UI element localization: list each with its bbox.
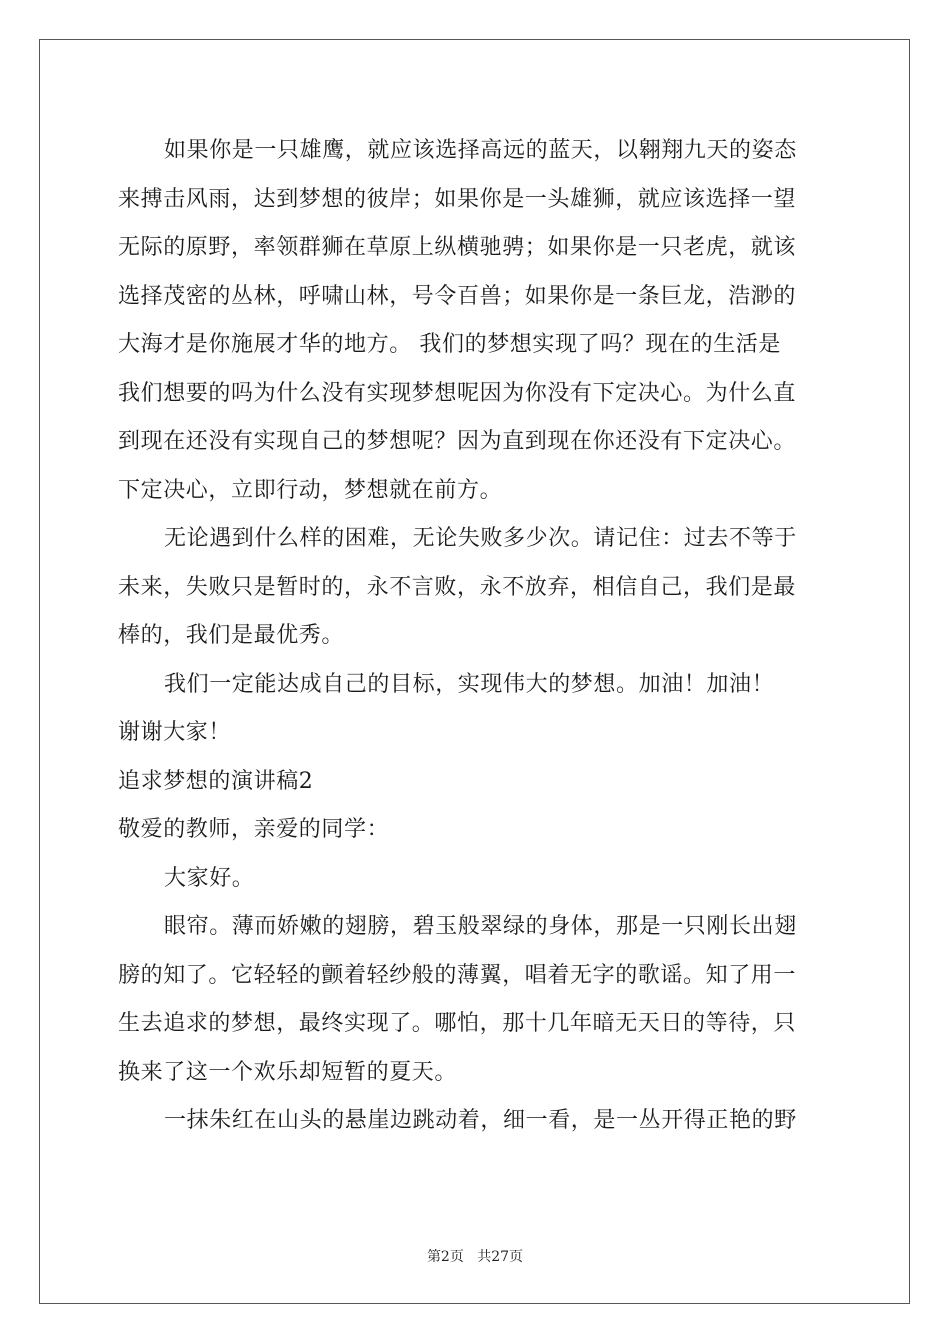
page-total: 共27页 — [477, 1249, 524, 1265]
text-line: 无际的原野，率领群狮在草原上纵横驰骋；如果你是一只老虎，就该 — [118, 235, 797, 260]
text-line: 到现在还没有实现自己的梦想呢？因为直到现在你还没有下定决心。 — [118, 429, 797, 454]
page-number: 第2页 — [426, 1249, 464, 1265]
greeting: 大家好。 — [164, 865, 255, 891]
text-line: 下定决心，立即行动，梦想就在前方。 — [118, 477, 503, 503]
text-line: 棒的，我们是最优秀。 — [118, 623, 345, 648]
text-line: 生去追求的梦想，最终实现了。哪怕，那十几年暗无天日的等待，只 — [118, 1011, 797, 1036]
text-line: 如果你是一只雄鹰，就应该选择高远的蓝天，以翱翔九天的姿态 — [164, 138, 797, 163]
text-line: 换来了这一个欢乐却短暂的夏天。 — [118, 1059, 458, 1085]
text-line: 无论遇到什么样的困难，无论失败多少次。请记住：过去不等于 — [164, 526, 797, 551]
page-footer — [0, 1246, 950, 1266]
text-line: 未来，失败只是暂时的，永不言败，永不放弃，相信自己，我们是最 — [118, 574, 797, 600]
text-line: 选择茂密的丛林，呼啸山林，号令百兽；如果你是一条巨龙，浩渺的 — [118, 283, 797, 309]
salutation: 敬爱的教师，亲爱的同学： — [118, 817, 390, 842]
section-title: 追求梦想的演讲稿2 — [118, 768, 314, 794]
text-line: 一抹朱红在山头的悬崖边跳动着，细一看，是一丛开得正艳的野 — [164, 1108, 797, 1133]
text-line: 谢谢大家！ — [118, 720, 232, 745]
text-line: 大海才是你施展才华的地方。 我们的梦想实现了吗？现在的生活是 — [118, 332, 781, 357]
text-line: 我们想要的吗为什么没有实现梦想呢因为你没有下定决心。为什么直 — [118, 380, 797, 406]
text-line: 眼帘。薄而娇嫩的翅膀，碧玉般翠绿的身体，那是一只刚长出翅 — [164, 914, 797, 939]
text-line: 膀的知了。它轻轻的颤着轻纱般的薄翼，唱着无字的歌谣。知了用一 — [118, 962, 797, 988]
document-body — [118, 127, 838, 1146]
text-line: 我们一定能达成自己的目标，实现伟大的梦想。加油！加油！ — [164, 671, 775, 697]
text-line: 来搏击风雨，达到梦想的彼岸；如果你是一头雄狮，就应该选择一望 — [118, 186, 797, 212]
